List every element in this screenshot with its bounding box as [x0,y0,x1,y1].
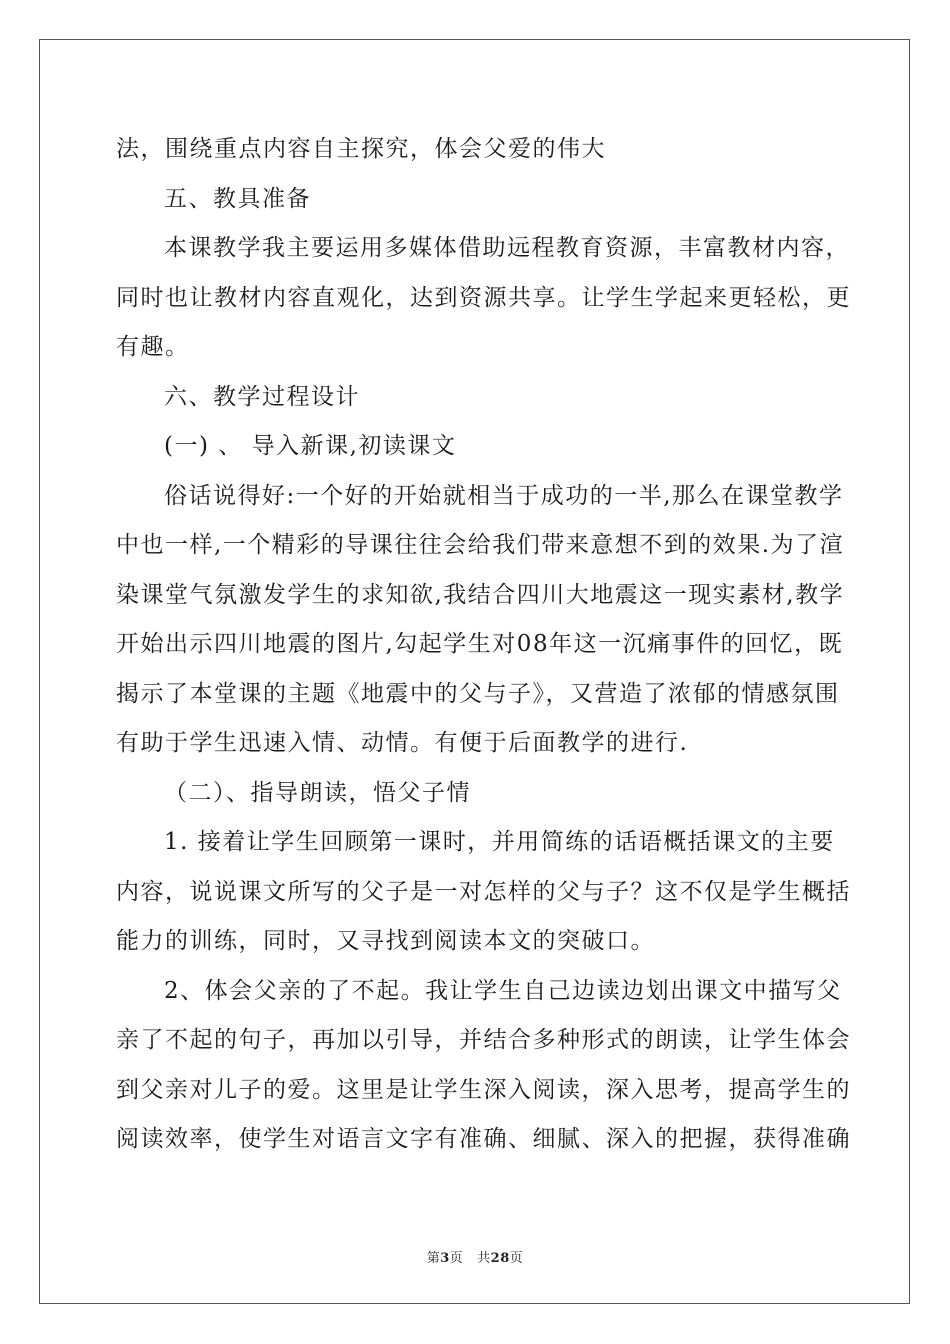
text-line: （二）、指导朗读，悟父子情 [164,779,471,806]
text-line: 到父亲对儿子的爱。这里是让学生深入阅读，深入思考，提高学生的 [116,1076,851,1103]
text-line: 揭示了本堂课的主题《地震中的父与子》，又营造了浓郁的情感氛围 [116,680,840,707]
text-line: 有助于学生迅速入情、动情。有便于后面教学的进行. [116,730,689,756]
text-line: 开始出示四川地震的图片,勾起学生对08年这一沉痛事件的回忆，既 [116,631,844,657]
paragraph [116,967,851,1165]
text-line: 本课教学我主要运用多媒体借助远程教育资源，丰富教材内容， [164,235,850,261]
text-line: 六、教学过程设计 [164,383,360,410]
paragraph [116,224,851,373]
text-line: 内容，说说课文所写的父子是一对怎样的父与子？这不仅是学生概括 [116,878,851,905]
paragraph [116,818,851,967]
current-page-number: 3 [440,1251,450,1266]
paragraph [116,125,836,175]
text-line: 同时也让教材内容直观化，达到资源共享。让学生学起来更轻松，更 [116,284,851,311]
paragraph [116,769,836,819]
paragraph [116,422,836,472]
paragraph [116,472,845,769]
total-page-count: 28 [490,1251,510,1266]
text-line: (一) 、 导入新课,初读课文 [164,433,457,459]
paragraph [116,373,836,423]
text-line: 能力的训练，同时，又寻找到阅读本文的突破口。 [116,928,655,954]
text-line: 俗话说得好:一个好的开始就相当于成功的一半,那么在课堂教学 [164,482,844,509]
text-line: 中也一样,一个精彩的导课往往会给我们带来意想不到的效果.为了渲 [116,532,845,558]
paragraph [116,175,836,225]
document-body [116,125,851,1165]
footer-mid: 页 共 [449,1251,491,1266]
text-line: 亲了不起的句子，再加以引导，并结合多种形式的朗读，让学生体会 [116,1027,851,1053]
text-line: 1. 接着让学生回顾第一课时，并用简练的话语概括课文的主要 [164,829,835,855]
text-line: 有趣。 [116,334,190,360]
footer-prefix: 第 [426,1251,441,1266]
page-footer [0,1247,950,1266]
footer-suffix: 页 [509,1251,524,1266]
text-line: 阅读效率，使学生对语言文字有准确、细腻、深入的把握，获得准确 [116,1126,851,1152]
text-line: 2、体会父亲的了不起。我让学生自己边读边划出课文中描写父 [164,977,842,1004]
text-line: 染课堂气氛激发学生的求知欲,我结合四川大地震这一现实素材,教学 [116,581,845,608]
text-line: 五、教具准备 [164,185,311,212]
text-line: 法，围绕重点内容自主探究，体会父爱的伟大 [116,136,606,162]
